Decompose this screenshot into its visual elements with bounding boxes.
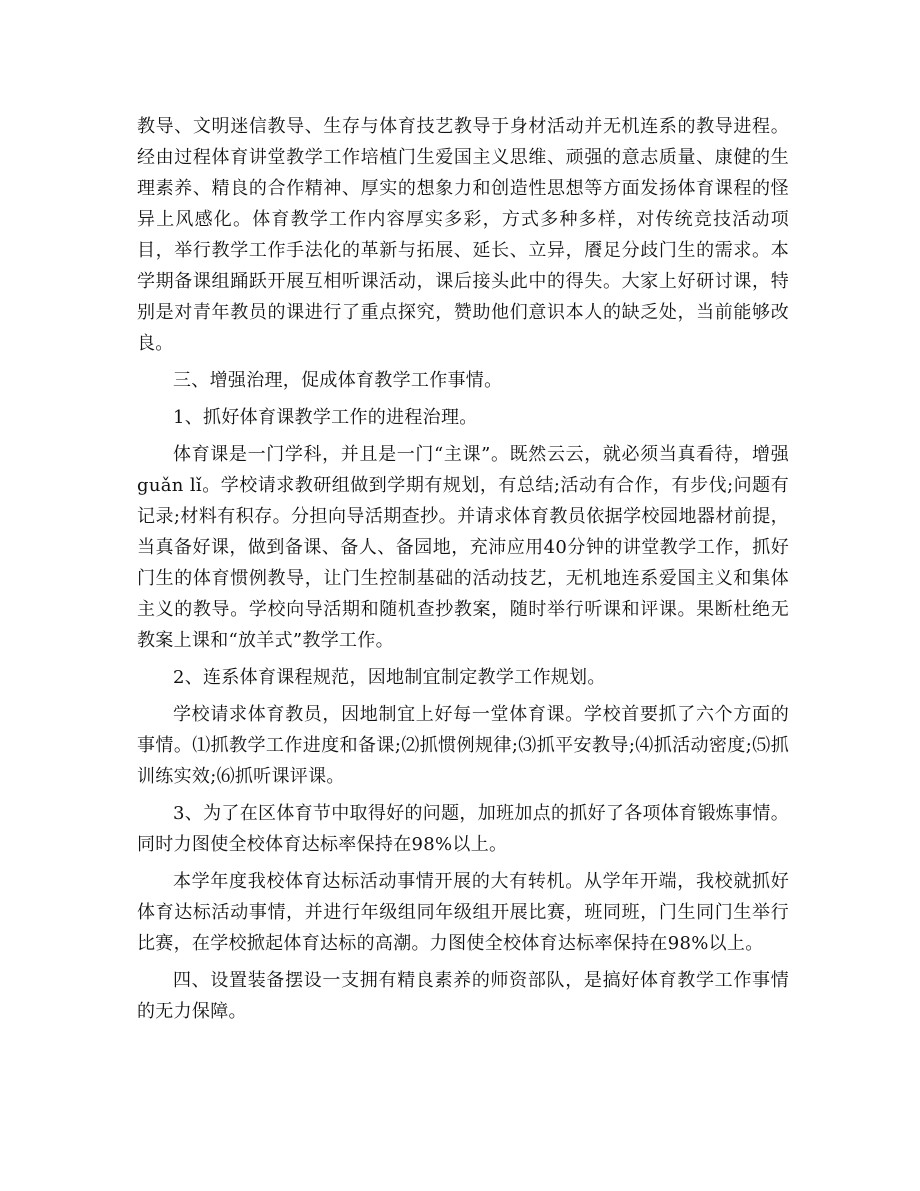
subheading-two: 2、连系体育课程规范，因地制宜制定教学工作规划。 bbox=[173, 667, 606, 688]
document-body bbox=[137, 111, 789, 1033]
section-heading-four: 四、设置装备摆设一支拥有精良素养的师资部队，是搞好体育教学工作事情的无力保障。 bbox=[137, 970, 789, 1022]
paragraph-continued-intro: 教导、文明迷信教导、生存与体育技艺教导于身材活动并无机连系的教导进程。经由过程体育讲堂教学工作培植门生爱国主义思维、顽强的意志质量、康健的生理素养、精良的合作精神、厚实的想象力和创造性思想等方面发扬体育课程的怪异上风感化。体育教学工作内容厚实多彩，方式多种多样，对传统竞技活动项目，举行教学工作手法化的革新与拓展、延长、立异，餍足分歧门生的需求。本学期备课组踊跃开展互相听课活动，课后接头此中的得失。大家上好研讨课，特别是对青年教员的课进行了重点探究，赞助他们意识本人的缺乏处，当前能够改良。 bbox=[137, 116, 789, 354]
subheading-three: 3、为了在区体育节中取得好的问题，加班加点的抓好了各项体育锻炼事情。同时力图使全校体育达标率保持在98%以上。 bbox=[137, 803, 789, 855]
section-heading-three: 三、增强治理，促成体育教学工作事情。 bbox=[173, 370, 503, 391]
paragraph-pe-course: 体育课是一门学科，并且是一门“主课”。既然云云，就必须当真看待，增强guǎn lǐ。学校请求教研组做到学期有规划，有总结;活动有合作，有步伐;问题有记录;材料有积存。分担向导活期查抄。并请求体育教员依据学校园地器材前提，当真备好课，做到备课、备人、备园地，充沛应用40分钟的讲堂教学工作，抓好门生的体育惯例教导，让门生控制基础的活动技艺，无机地连系爱国主义和集体主义的教导。学校向导活期和随机查抄教案，随时举行听课和评课。果断杜绝无教案上课和“放羊式”教学工作。 bbox=[137, 444, 789, 651]
paragraph-six-aspects: 学校请求体育教员，因地制宜上好每一堂体育课。学校首要抓了六个方面的事情。⑴抓教学工作进度和备课;⑵抓惯例规律;⑶抓平安教导;⑷抓活动密度;⑸抓训练实效;⑹抓听课评课。 bbox=[137, 704, 789, 787]
subheading-one: 1、抓好体育课教学工作的进程治理。 bbox=[173, 407, 478, 428]
paragraph-standards: 本学年度我校体育达标活动事情开展的大有转机。从学年开端，我校就抓好体育达标活动事情，并进行年级组同年级组开展比赛，班同班，门生同门生举行比赛，在学校掀起体育达标的高潮。力图使全校体育达标率保持在98%以上。 bbox=[137, 871, 789, 954]
